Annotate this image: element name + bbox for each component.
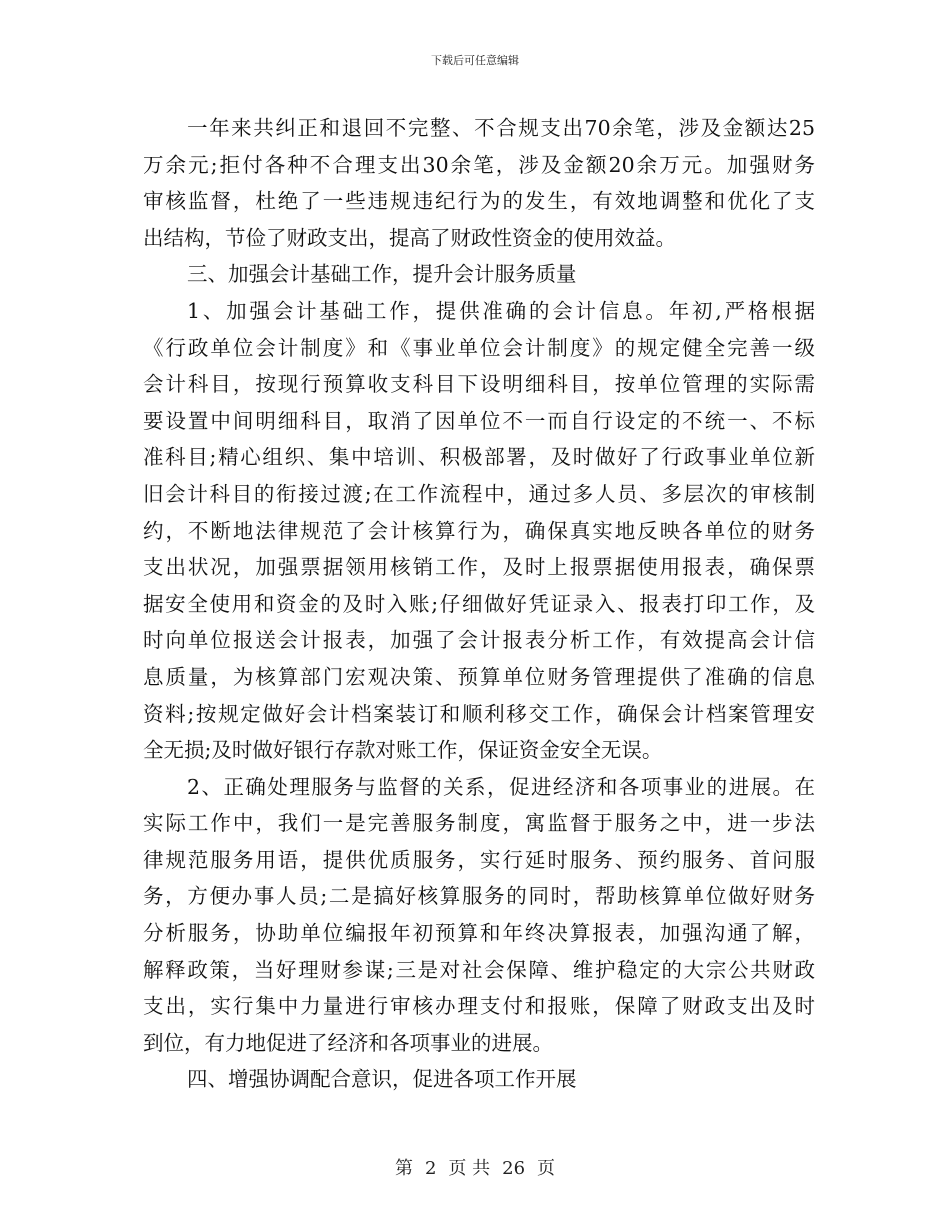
text-line: 出结构，节俭了财政支出，提高了财政性资金的使用效益。 bbox=[143, 225, 676, 250]
section-heading: 三、加强会计基础工作，提升会计服务质量 bbox=[187, 262, 577, 287]
text-line: 旧会计科目的衔接过渡;在工作流程中，通过多人员、多层次的审核制 bbox=[143, 481, 815, 506]
text-line: 2、正确处理服务与监督的关系，促进经济和各项事业的进展。在 bbox=[187, 774, 815, 799]
text-line: 解释政策，当好理财参谋;三是对社会保障、维护稳定的大宗公共财政 bbox=[143, 957, 815, 982]
text-line: 时向单位报送会计报表，加强了会计报表分析工作，有效提高会计信 bbox=[143, 628, 815, 653]
text-line: 会计科目，按现行预算收支科目下设明细科目，按单位管理的实际需 bbox=[143, 372, 815, 397]
text-line: 息质量，为核算部门宏观决策、预算单位财务管理提供了准确的信息 bbox=[143, 664, 815, 689]
text-line: 要设置中间明细科目，取消了因单位不一而自行设定的不统一、不标 bbox=[143, 408, 815, 433]
section-heading: 四、增强协调配合意识，促进各项工作开展 bbox=[187, 1067, 577, 1092]
footer-page-number: 2 bbox=[424, 1158, 437, 1179]
text-line: 实际工作中，我们一是完善服务制度，寓监督于服务之中，进一步法 bbox=[143, 811, 815, 836]
text-line: 支出状况，加强票据领用核销工作，及时上报票据使用报表，确保票 bbox=[143, 555, 815, 580]
text-line: 一年来共纠正和退回不完整、不合规支出70余笔，涉及金额达25 bbox=[187, 116, 815, 140]
text-line: 资料;按规定做好会计档案装订和顺利移交工作，确保会计档案管理安 bbox=[143, 701, 815, 726]
text-line: 分析服务，协助单位编报年初预算和年终决算报表，加强沟通了解， bbox=[143, 921, 815, 946]
text-line: 《行政单位会计制度》和《事业单位会计制度》的规定健全完善一级 bbox=[143, 335, 815, 360]
text-line: 万余元;拒付各种不合理支出30余笔，涉及金额20余万元。加强财务 bbox=[143, 152, 815, 177]
text-line: 约，不断地法律规范了会计核算行为，确保真实地反映各单位的财务 bbox=[143, 518, 815, 543]
text-line: 全无损;及时做好银行存款对账工作，保证资金安全无误。 bbox=[143, 738, 663, 763]
text-line: 务，方便办事人员;二是搞好核算服务的同时，帮助核算单位做好财务 bbox=[143, 884, 815, 909]
footer-suffix: 页 bbox=[537, 1158, 556, 1179]
text-line: 准科目;精心组织、集中培训、积极部署，及时做好了行政事业单位新 bbox=[143, 445, 815, 470]
text-line: 审核监督，杜绝了一些违规违纪行为的发生，有效地调整和优化了支 bbox=[143, 189, 815, 214]
document-body bbox=[143, 110, 815, 1098]
text-line: 据安全使用和资金的及时入账;仔细做好凭证录入、报表打印工作，及 bbox=[143, 591, 815, 616]
page-header: 下载后可任意编辑 bbox=[431, 54, 519, 67]
text-line: 到位，有力地促进了经济和各项事业的进展。 bbox=[143, 1030, 553, 1055]
text-line: 支出，实行集中力量进行审核办理支付和报账，保障了财政支出及时 bbox=[143, 994, 815, 1019]
footer-mid: 页 共 bbox=[448, 1158, 491, 1179]
text-line: 律规范服务用语，提供优质服务，实行延时服务、预约服务、首问服 bbox=[143, 847, 815, 872]
text-line: 1、加强会计基础工作，提供准确的会计信息。年初,严格根据 bbox=[187, 298, 815, 323]
footer-total-pages: 26 bbox=[502, 1158, 526, 1179]
page-footer bbox=[0, 1154, 950, 1180]
footer-prefix: 第 bbox=[394, 1158, 413, 1179]
